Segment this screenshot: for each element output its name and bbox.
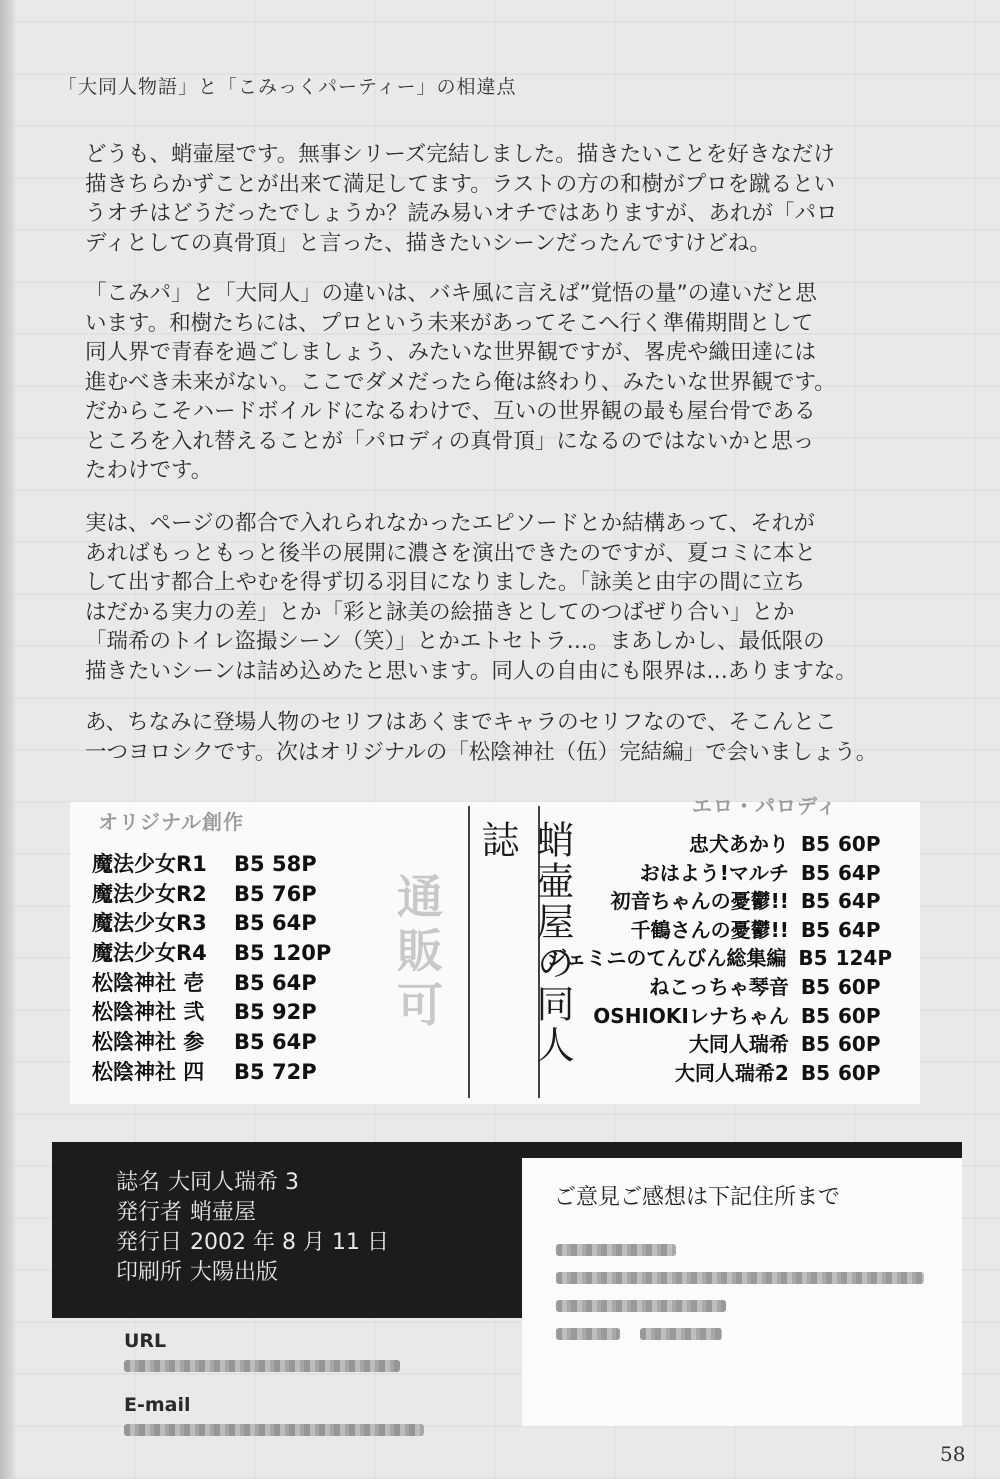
page-number: 58 (940, 1442, 966, 1466)
parody-works-list (547, 830, 892, 1087)
text-line: ところを入れ替えることが「パロディの真骨頂」になるのではないかと思っ (85, 428, 815, 454)
list-item: 魔法少女R4 B5 120P (92, 941, 332, 966)
list-item: 松陰神社 壱 B5 64P (92, 970, 317, 995)
list-item: 松陰神社 参 B5 64P (92, 1030, 317, 1055)
email-label: E-mail (124, 1394, 191, 1416)
list-item: 魔法少女R2 B5 76P (92, 881, 317, 906)
colophon-line: 発行日 2002 年 8 月 11 日 (116, 1230, 389, 1255)
colophon-line: 印刷所 大陽出版 (116, 1260, 279, 1285)
text-line: ディとしての真骨頂」と言った、描きたいシーンだったんですけどね。 (85, 230, 771, 256)
text-line: して出す都合上やむを得ず切る羽目になりました。「詠美と由宇の間に立ち (85, 570, 806, 595)
afterword-paragraph-2 (85, 279, 955, 486)
text-line: います。和樹たちには、プロという未来があってそこへ行く準備期間として (85, 310, 814, 336)
text-line: 同人界で青春を過ごしましょう、みたいな世界観ですが、畧虎や織田達には (85, 340, 817, 365)
afterword-paragraph-3 (85, 509, 955, 686)
catalog-vertical-title (468, 806, 574, 1098)
page-binding-edge (0, 0, 14, 1479)
redacted-name (556, 1328, 620, 1340)
colophon-line: 発行者 蛸壷屋 (116, 1200, 257, 1225)
list-item: ジェミニのてんびん総集編 B5 124P (546, 946, 892, 971)
text-line: 一つヨロシクです。次はオリジナルの「松陰神社（伍）完結編」で会いましょう。 (85, 739, 878, 765)
text-line: うオチはどうだったでしょうか？読み易いオチではありますが、あれが「パロ (85, 201, 838, 226)
text-line: 「瑞希のトイレ盗撮シーン（笑）」とかエトセトラ…。まあしかし、最低限の (85, 629, 825, 654)
list-item: 忠犬あかり B5 60P (688, 832, 881, 856)
mail-order-stamp: 通販可 (397, 870, 443, 1032)
colophon-line: 誌名 大同人瑞希 3 (116, 1170, 300, 1195)
text-line: あればもっともっと後半の展開に濃さを演出できたのですが、夏コミに本と (85, 540, 817, 566)
list-item: 大同人瑞希2 B5 60P (674, 1060, 881, 1085)
original-works-list (92, 850, 331, 1088)
text-line: 進むべき未来がない。ここでダメだったら俺は終わり、みたいな世界観です。 (85, 369, 836, 395)
list-item: 千鶴さんの憂鬱!! B5 64P (630, 917, 881, 942)
redacted-url (124, 1360, 400, 1372)
list-item: OSHIOKIレナちゃん B5 60P (593, 1003, 881, 1028)
url-label: URL (124, 1330, 167, 1352)
text-line: たわけです。 (85, 458, 213, 483)
web-contact (124, 1330, 424, 1458)
list-item: おはよう!マルチ B5 64P (639, 860, 881, 885)
text-line: 実は、ページの都合で入れられなかったエピソードとか結構あって、それが (85, 511, 815, 536)
redacted-email (124, 1424, 424, 1436)
vertical-title-text: 蛸壷屋の同人誌 (475, 820, 574, 1066)
text-line: はだかる実力の差」とか「彩と詠美の絵描きとしてのつばぜり合い」とか (85, 599, 795, 625)
text-line: だからこそハードボイルドになるわけで、互いの世界観の最も屋台骨である (85, 399, 816, 424)
list-item: 魔法少女R3 B5 64P (92, 911, 317, 936)
text-line: あ、ちなみに登場人物のセリフはあくまでキャラのセリフなので、そこんとこ (85, 710, 837, 735)
afterword-heading: 「大同人物語」と「こみっくパーティー」の相違点 (58, 76, 517, 98)
list-item: 大同人瑞希 B5 60P (688, 1032, 881, 1057)
list-item: ねこっちゃ琴音 B5 60P (649, 974, 881, 999)
redacted-name (640, 1328, 722, 1340)
redacted-postcode (556, 1244, 676, 1256)
catalog-box (70, 794, 920, 1104)
parody-works-heading: エロ・パロディ (692, 794, 838, 818)
colophon-details (116, 1168, 389, 1288)
list-item: 松陰神社 弐 B5 92P (92, 1000, 317, 1025)
redacted-address-line (556, 1272, 924, 1284)
contact-heading: ご意見ご感想は下記住所まで (554, 1185, 841, 1210)
afterword-paragraph-1 (85, 140, 955, 258)
list-item: 初音ちゃんの憂鬱!! B5 64P (610, 889, 881, 914)
list-item: 魔法少女R1 B5 58P (92, 852, 317, 876)
text-line: 「こみパ」と「大同人」の違いは、バキ風に言えば”覚悟の量”の違いだと思 (85, 281, 817, 306)
afterword-paragraph-4 (85, 708, 955, 767)
text-line: 描きたいシーンは詰め込めたと思います。同人の自由にも限界は…ありますな。 (85, 658, 857, 684)
redacted-address-line (556, 1300, 726, 1312)
text-line: 描きちらかずことが出来て満足してます。ラストの方の和樹がプロを蹴るとい (85, 171, 836, 197)
contact-box (522, 1158, 962, 1426)
original-works-heading: オリジナル創作 (98, 810, 244, 834)
list-item: 松陰神社 四 B5 72P (92, 1059, 317, 1084)
text-line: どうも、蛸壷屋です。無事シリーズ完結しました。描きたいことを好きなだけ (85, 142, 835, 167)
